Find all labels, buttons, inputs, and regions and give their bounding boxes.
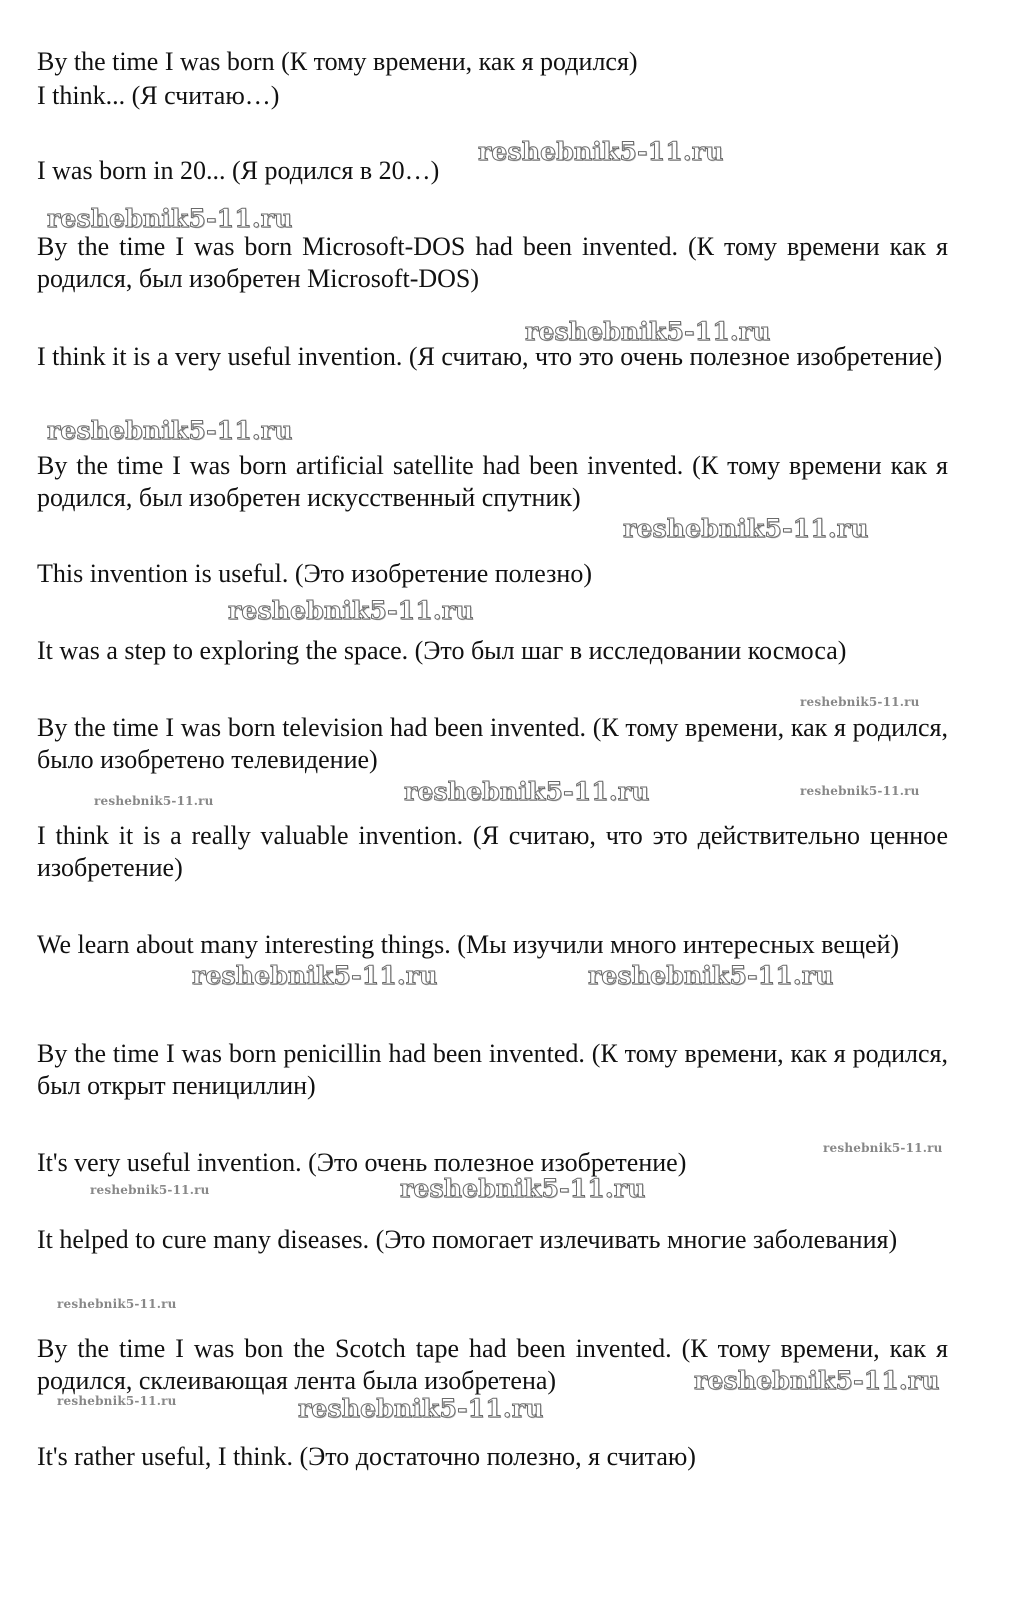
watermark-small: reshebnik5-11.ru [94, 794, 214, 808]
watermark: reshebnik5-11.ru [47, 204, 293, 233]
watermark-small: reshebnik5-11.ru [57, 1297, 177, 1311]
watermark: reshebnik5-11.ru [588, 961, 834, 990]
watermark-small: reshebnik5-11.ru [800, 695, 920, 709]
watermark: reshebnik5-11.ru [623, 514, 869, 543]
text-line: It was a step to exploring the space. (Это был шаг в исследовании космоса) [37, 636, 847, 665]
text-line: This invention is useful. (Это изобретение полезно) [37, 559, 592, 588]
text-line: By the time I was born (К тому времени, как я родился) [37, 47, 638, 76]
text-paragraph: By the time I was born penicillin had been invented. (К тому времени, как я родился, был открыт пенициллин) [37, 1039, 948, 1100]
watermark: reshebnik5-11.ru [298, 1394, 544, 1423]
watermark-small: reshebnik5-11.ru [57, 1394, 177, 1408]
watermark-small: reshebnik5-11.ru [90, 1183, 210, 1197]
text-paragraph: By the time I was born television had been invented. (К тому времени, как я родился, было изобретено телевидение) [37, 713, 948, 774]
text-paragraph: By the time I was bon the Scotch tape had been invented. (К тому времени, как я родился, склеивающая лента была изобретена) [37, 1334, 948, 1395]
text-line: I think... (Я считаю…) [37, 81, 280, 110]
text-paragraph: By the time I was born Microsoft-DOS had been invented. (К тому времени как я родился, был изобретен Microsoft-DOS) [37, 232, 948, 293]
text-paragraph: I think it is a very useful invention. (Я считаю, что это очень полезное изобретение) [37, 342, 943, 371]
watermark: reshebnik5-11.ru [478, 137, 724, 166]
text-line: It's rather useful, I think. (Это достаточно полезно, я считаю) [37, 1442, 696, 1471]
text-paragraph: By the time I was born artificial satellite had been invented. (К тому времени как я родился, был изобретен искусственный спутник) [37, 451, 948, 512]
watermark: reshebnik5-11.ru [525, 317, 771, 346]
watermark-small: reshebnik5-11.ru [800, 784, 920, 798]
text-line: I was born in 20... (Я родился в 20…) [37, 156, 440, 185]
watermark: reshebnik5-11.ru [694, 1366, 940, 1395]
watermark: reshebnik5-11.ru [404, 777, 650, 806]
watermark: reshebnik5-11.ru [400, 1174, 646, 1203]
text-paragraph: We learn about many interesting things. (Мы изучили много интересных вещей) [37, 930, 900, 959]
watermark-small: reshebnik5-11.ru [823, 1141, 943, 1155]
watermark: reshebnik5-11.ru [228, 596, 474, 625]
watermark: reshebnik5-11.ru [192, 961, 438, 990]
text-line: It's very useful invention. (Это очень полезное изобретение) [37, 1148, 687, 1177]
text-paragraph: It helped to cure many diseases. (Это помогает излечивать многие заболевания) [37, 1225, 898, 1254]
watermark: reshebnik5-11.ru [47, 416, 293, 445]
text-paragraph: I think it is a really valuable invention. (Я считаю, что это действительно ценное изобретение) [37, 821, 948, 882]
